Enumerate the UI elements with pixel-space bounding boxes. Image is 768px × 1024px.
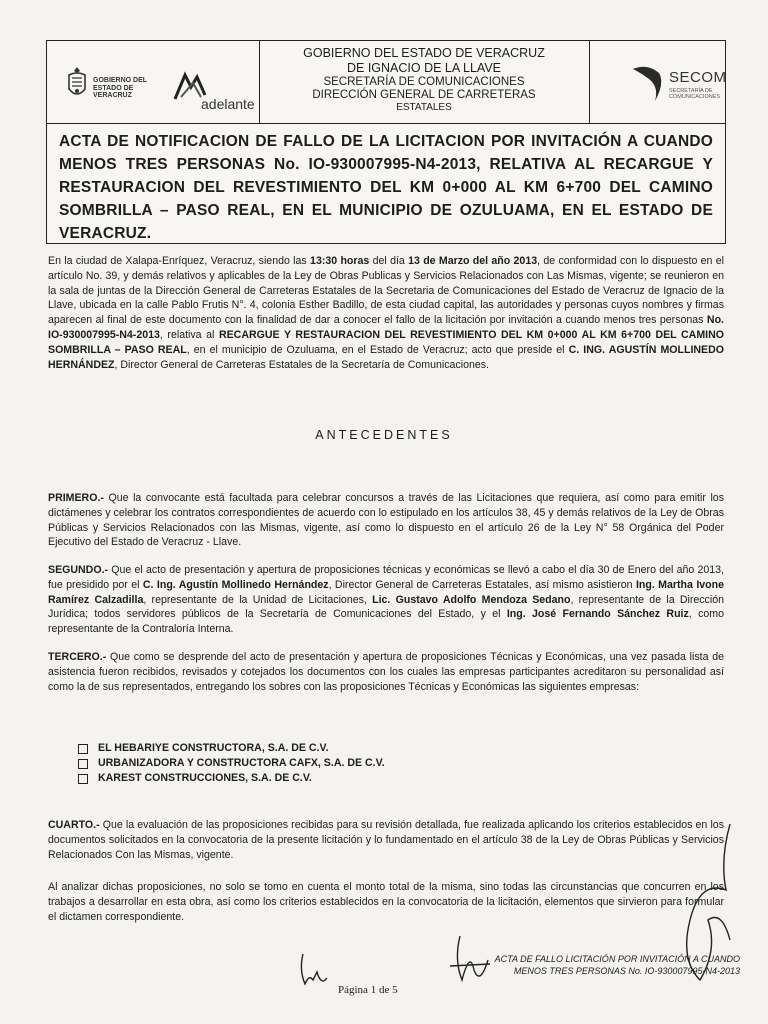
intro-text: En la ciudad de Xalapa-Enríquez, Veracruz, siendo las [48,255,311,267]
list-item [78,756,385,771]
letterhead-logos [47,41,260,123]
intro-presiding-official: C. ING. AGUSTÍN MOLLINEDO HERNÁNDEZ [48,343,724,371]
intro-obra: RECARGUE Y RESTAURACION DEL REVESTIMIENTO DEL KM 0+000 AL KM 6+700 DEL CAMINO SOMBRILLA – PASO REAL [48,328,724,356]
intro-text: , Director General de Carreteras Estatales de la Secretaría de Comunicaciones. [114,358,490,371]
empresa-name: KAREST CONSTRUCCIONES, S.A. DE C.V. [98,772,312,784]
title-box [46,124,726,244]
checkbox-icon [78,774,88,784]
page-number: Página 1 de 5 [338,984,398,996]
segundo-text: , Director General de Carreteras Estatales, así mismo asistieron [328,578,636,591]
adelante-text: adelante [201,96,255,112]
checkbox-icon [78,759,88,769]
segundo-name: Ing. Martha Ivone Ramírez Calzadilla [48,578,724,606]
gov-logo-text: GOBIERNO DEL ESTADO DE VERACRUZ [93,77,147,99]
checkbox-icon [78,744,88,754]
segundo-name: Lic. Gustavo Adolfo Mendoza Sedano [372,593,571,606]
intro-text: del día [369,255,409,267]
cuarto-text: Que la evaluación de las proposiciones recibidas para su revisión detallada, fue realizada aplicando los criterios establecidos en los documentos solicitados en la convocatoria de la presente licitación y lo fundamentado en el artículo 38 de la Ley de Obras Públicas y Servicios Relacionados Con las Mismas, vigente. [48,819,724,861]
gov-line-1: GOBIERNO DEL ESTADO DE VERACRUZ [303,46,545,60]
state-seal-icon [65,65,89,101]
primero-text: Que la convocante está facultada para celebrar concursos a través de las Licitaciones que requiera, así como para emitir los dictámenes y celebrar los contratos correspondientes de acuerdo con lo estipulado en los artículos 38, 45 y demás relativos de la Ley de Obras Públicas y Servicios Relacionados con las Mismas, vigente, así como lo dispuesto en el artículo 26 de la Ley N° 58 Orgánica del Poder Ejecutivo del Estado de Veracruz - Llave. [48,492,724,549]
segundo-text: , como representante de la Contraloría Interna. [48,608,724,636]
analisis-paragraph: Al analizar dichas proposiciones, no solo se tomo en cuenta el monto total de la misma, sino todas las circunstancias que concurren en los trabajos a desarrollar en esta obra, así como los criterios establecidos en la convocatoria de la licitación, elementos que sirvieron para formular el dictamen correspondiente. [48,881,724,923]
intro-time: 13:30 horas [310,255,370,267]
intro-text: , relativa al [159,328,219,341]
cuarto-label: CUARTO.- [48,819,100,831]
secom-text: SECOM [669,69,727,86]
intro-licitacion-number: No. IO-930007995-N4-2013 [48,314,724,341]
gov-line-3: SECRETARÍA DE COMUNICACIONES [323,76,525,88]
segundo-paragraph [48,563,724,637]
tercero-label: TERCERO.- [48,651,107,663]
cuarto-paragraph [48,818,724,862]
empresas-list [78,741,385,786]
footer-note-line-1: ACTA DE FALLO LICITACIÓN POR INVITACIÓN A CUANDO [494,954,740,964]
intro-text: , en el municipio de Ozuluama, en el Estado de Veracruz; acto que preside el [186,343,569,356]
intro-date: 13 de Marzo del año 2013 [408,255,538,267]
list-item [78,741,385,756]
secom-logo-icon [629,61,669,105]
letterhead [46,40,726,124]
primero-paragraph [48,491,724,550]
tercero-paragraph [48,650,724,694]
segundo-name: Ing. José Fernando Sánchez Ruiz [506,608,689,621]
gov-line-4: DIRECCIÓN GENERAL DE CARRETERAS [312,89,536,101]
segundo-text: , representante de la Unidad de Licitaciones, [143,593,373,606]
secom-subtext: SECRETARÍA DE COMUNICACIONES [669,88,721,100]
letterhead-institution [259,41,590,123]
antecedentes-heading: ANTECEDENTES [315,428,453,442]
gov-line-5: ESTATALES [396,102,452,113]
intro-paragraph [48,254,724,372]
document-title: ACTA DE NOTIFICACION DE FALLO DE LA LICITACION POR INVITACIÓN A CUANDO MENOS TRES PERSONAS No. IO-930007995-N4-2013, RELATIVA AL RECARGUE Y RESTAURACION DEL REVESTIMIENTO DEL KM 0+000 AL KM 6+700 DEL CAMINO SOMBRILLA – PASO REAL, EN EL MUNICIPIO DE OZULUAMA, EN EL ESTADO DE VERACRUZ. [59,133,713,242]
tercero-text: Que como se desprende del acto de presentación y apertura de proposiciones Técnicas y Económicas, una vez pasada lista de asistencia fueron recibidos, revisados y cotejados los documentos con los cuales las empresas participantes acreditaron su personalidad así como la de sus representados, entregando los sobres con las proposiciones Técnicas y Económicas las siguientes empresas: [48,651,724,693]
gov-line-2: DE IGNACIO DE LA LLAVE [347,61,501,75]
signature-icon [295,950,335,990]
list-item [78,771,385,786]
segundo-name: C. Ing. Agustín Mollinedo Hernández [142,578,329,591]
empresa-name: EL HEBARIYE CONSTRUCTORA, S.A. DE C.V. [98,742,329,754]
footer-note-line-2: MENOS TRES PERSONAS No. IO-930007995-N4-2013 [513,966,740,976]
footer-note [480,953,740,977]
segundo-text: Que el acto de presentación y apertura de proposiciones técnicas y económicas se llevó a cabo el día 30 de Enero del año 2013, fue presidido por el [48,564,724,591]
primero-label: PRIMERO.- [48,492,104,504]
segundo-label: SEGUNDO.- [48,564,109,576]
intro-text: , de conformidad con lo dispuesto en el artículo No. 39, y demás relativos y aplicables de la Ley de Obras Publicas y Servicios Relacionados con Las Mismas, vigente; se reunieron en la sala de juntas de la Dirección General de Carreteras Estatales de la Secretaria de Comunicaciones del Estado de Veracruz de Ignacio de la Llave, ubicada en la calle Pablo Frutis N°. 4, colonia Esther Badillo, de esta ciudad capital, las autoridades y personas cuyos nombres y firmas aparecen al final de este documento con la finalidad de dar a conocer el fallo de la licitación por invitación a cuando menos tres personas [48,255,724,327]
segundo-text: , representante de la Dirección Jurídica; todos servidores públicos de la Secretaría de Comunicaciones del Estado, y el [48,593,724,621]
letterhead-secom [589,41,725,123]
empresa-name: URBANIZADORA Y CONSTRUCTORA CAFX, S.A. DE C.V. [98,757,385,769]
